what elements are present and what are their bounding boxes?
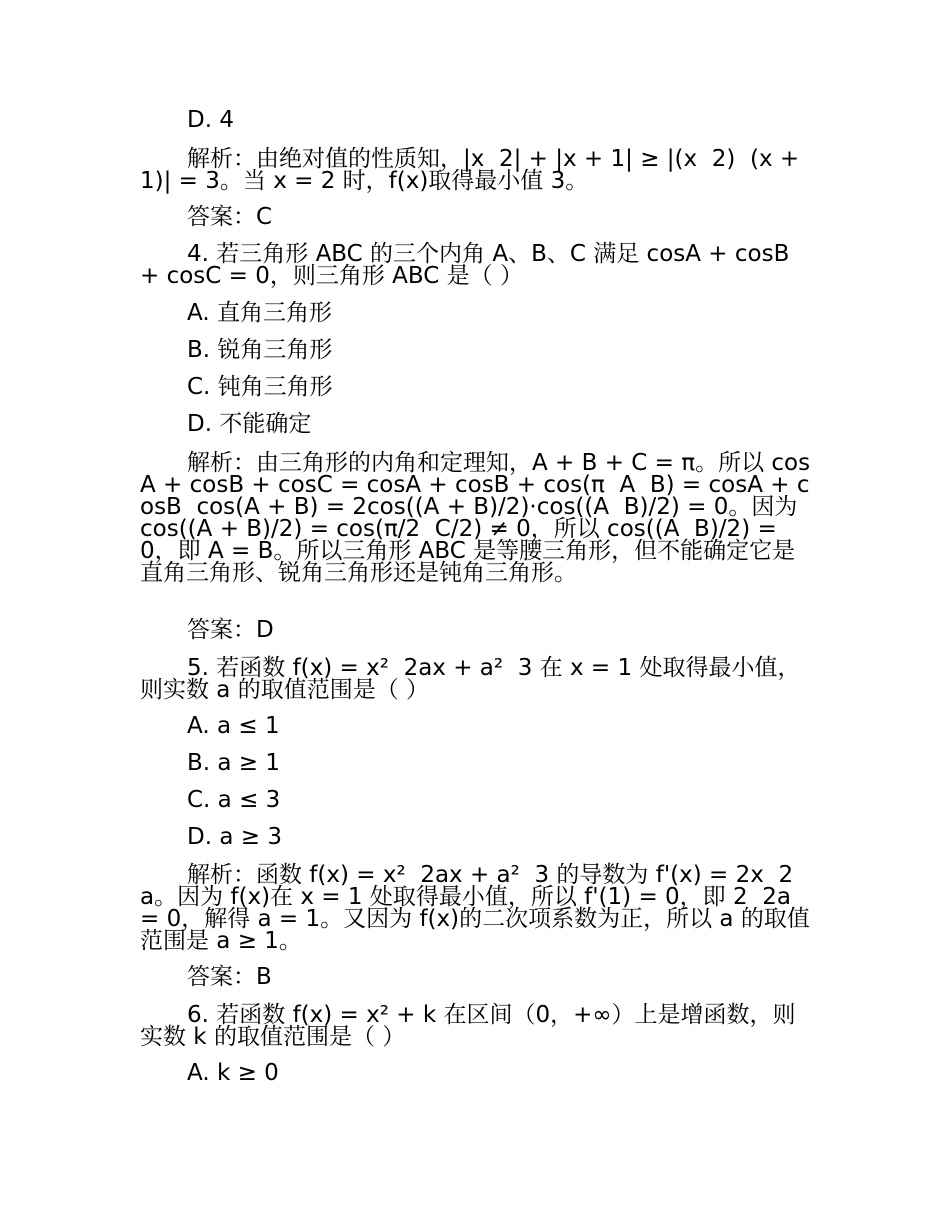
q4-option-b: B. 锐角三角形 bbox=[187, 337, 333, 363]
q5-option-d: D. a ≥ 3 bbox=[187, 824, 282, 850]
q5-option-a: A. a ≤ 1 bbox=[187, 713, 280, 739]
q4-answer: 答案：D bbox=[187, 617, 274, 643]
q4-option-d: D. 不能确定 bbox=[187, 411, 312, 437]
q3-analysis: 解析：由绝对值的性质知，|x 2| + |x + 1| ≥ |(x 2) (x + 1)| = 3。当 x = 2 时，f(x)取得最小值 3。 bbox=[140, 146, 807, 194]
q6-question: 6. 若函数 f(x) = x² + k 在区间（0，+∞）上是增函数，则实数 k 的取值范围是（ ） bbox=[140, 1002, 796, 1050]
q4-option-a: A. 直角三角形 bbox=[187, 300, 332, 326]
q5-answer: 答案：B bbox=[187, 964, 272, 990]
q5-analysis: 解析：函数 f(x) = x² 2ax + a² 3 的导数为 f'(x) = 2x 2a。因为 f(x)在 x = 1 处取得最小值，所以 f'(1) = 0，即 2 2a = 0，解得 a = 1。又因为 f(x)的二次项系数为正，所以 a 的取值范围是 a ≥ 1。 bbox=[140, 862, 810, 954]
q4-option-c: C. 钝角三角形 bbox=[187, 374, 333, 400]
q5-question: 5. 若函数 f(x) = x² 2ax + a² 3 在 x = 1 处取得最小值，则实数 a 的取值范围是（ ） bbox=[140, 655, 801, 703]
q3-answer: 答案：C bbox=[187, 204, 273, 230]
q3-option-d: D. 4 bbox=[187, 107, 234, 133]
q5-option-c: C. a ≤ 3 bbox=[187, 787, 281, 813]
q5-option-b: B. a ≥ 1 bbox=[187, 750, 281, 776]
q4-question: 4. 若三角形 ABC 的三个内角 A、B、C 满足 cosA + cosB + cosC = 0，则三角形 ABC 是（ ） bbox=[140, 241, 797, 289]
q4-analysis: 解析：由三角形的内角和定理知，A + B + C = π。所以 cosA + cosB + cosC = cosA + cosB + cos(π A B) = cosA + cosB cos(A + B) = 2cos((A + B)/2)·cos((A B)/2) = 0。因为 cos((A + B)/2) = cos(π/2 C/2) ≠ 0，所以 cos((A B)/2) = 0，即 A = B。所以三角形 ABC 是等腰三角形，但不能确定它是直角三角形、锐角三角形还是钝角三角形。 bbox=[140, 450, 811, 586]
q6-option-a: A. k ≥ 0 bbox=[187, 1060, 279, 1086]
